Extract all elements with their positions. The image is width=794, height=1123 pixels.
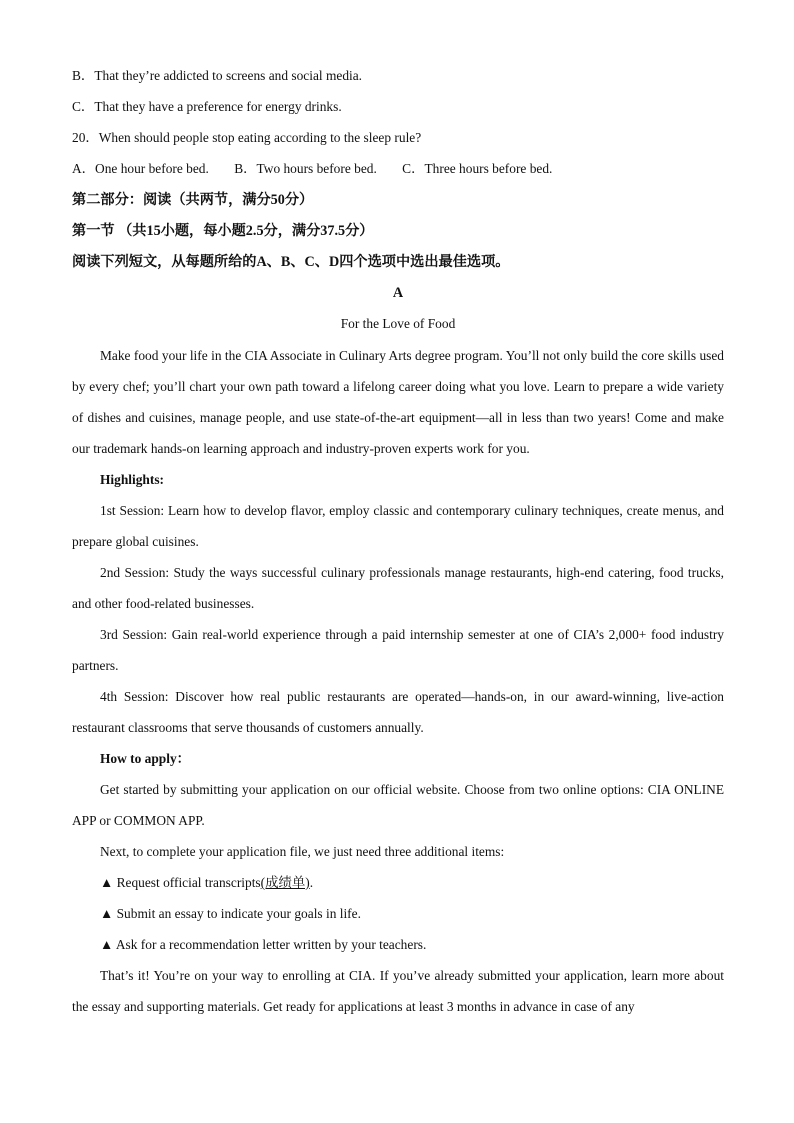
q20-options	[72, 159, 724, 190]
apply-item-1-text: ▲ Request official transcripts	[100, 875, 261, 890]
apply-heading: How to apply：	[100, 751, 191, 766]
q20-option-a: A．One hour before bed.	[72, 161, 209, 176]
session-1: 1st Session: Learn how to develop flavor, employ classic and contemporary culinary techniques, create menus, and prepare global cuisines.	[72, 503, 724, 549]
q20-option-b: B．Two hours before bed.	[234, 161, 377, 176]
passage-label: A	[392, 285, 404, 301]
apply-step-2: Next, to complete your application file, we just need three additional items:	[100, 844, 505, 859]
q19-option-c: C．That they have a preference for energy drinks.	[72, 99, 342, 114]
session-4: 4th Session: Discover how real public restaurants are operated—hands-on, in our award-winning, live-action restaurant classrooms that serve thousands of customers annually.	[72, 689, 724, 735]
q19-option-b: B．That they’re addicted to screens and social media.	[72, 68, 363, 83]
passage-title: For the Love of Food	[340, 316, 456, 331]
apply-item-1	[72, 867, 724, 898]
q20-question: 20．When should people stop eating according to the sleep rule?	[72, 130, 422, 145]
highlights-heading: Highlights:	[100, 472, 164, 487]
session-2: 2nd Session: Study the ways successful culinary professionals manage restaurants, high-end catering, food trucks, and other food-related businesses.	[72, 565, 724, 611]
q20-option-c: C．Three hours before bed.	[402, 161, 553, 176]
part2-section1-heading: 第一节 （共15小题，每小题2.5分，满分37.5分）	[72, 223, 374, 239]
session-3: 3rd Session: Gain real-world experience through a paid internship semester at one of CIA’s 2,000+ food industry partners.	[72, 627, 724, 673]
passage-intro: Make food your life in the CIA Associate in Culinary Arts degree program. You’ll not only build the core skills used by every chef; you’ll chart your own path toward a lifelong career doing what you love. Learn to prepare a wide variety of dishes and cuisines, manage people, and use state-of-the-art equipment—all in less than two years! Come and make our trademark hands-on learning approach and industry-proven experts work for you.	[72, 348, 724, 456]
part2-heading: 第二部分：阅读（共两节，满分50分）	[72, 192, 314, 208]
closing-paragraph: That’s it! You’re on your way to enrolling at CIA. If you’ve already submitted your application, learn more about the essay and supporting materials. Get ready for applications at least 3 months in advance in case of any	[72, 968, 724, 1014]
reading-instruction: 阅读下列短文，从每题所给的A、B、C、D四个选项中选出最佳选项。	[72, 254, 510, 270]
apply-item-3: ▲ Ask for a recommendation letter written by your teachers.	[100, 937, 427, 952]
document-page	[72, 66, 724, 1022]
apply-step-1: Get started by submitting your application on our official website. Choose from two online options: CIA ONLINE APP or COMMON APP.	[72, 782, 724, 828]
transcripts-gloss: (成绩单)	[260, 875, 310, 890]
apply-item-1-end: .	[309, 875, 314, 890]
apply-item-2: ▲ Submit an essay to indicate your goals in life.	[100, 906, 361, 921]
